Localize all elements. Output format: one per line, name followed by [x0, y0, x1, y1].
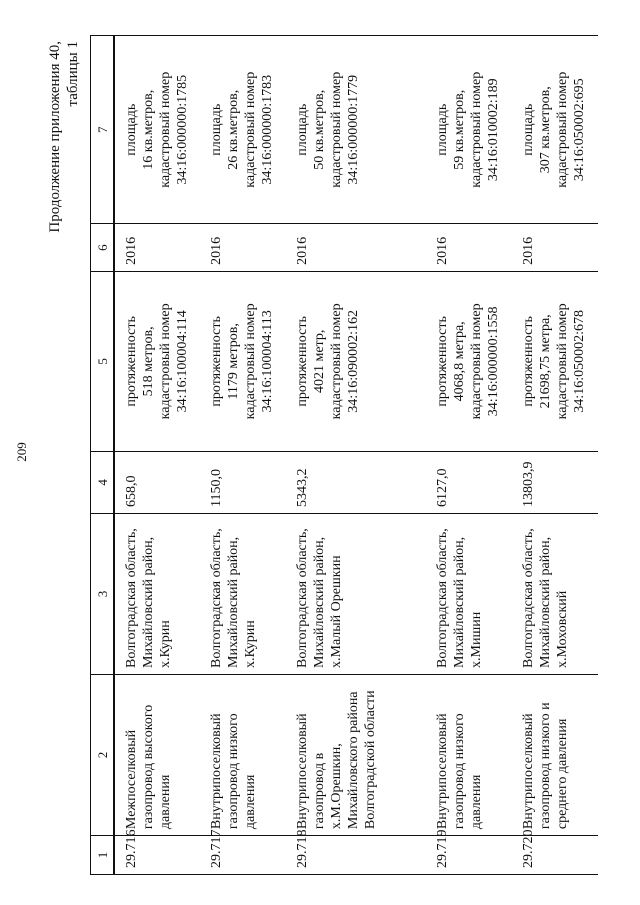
column-header-4: 4	[91, 451, 115, 513]
object-year: 2016	[200, 224, 286, 271]
object-area	[286, 36, 426, 224]
area-line: 50 кв.метров,	[312, 89, 327, 170]
area-line: 26 кв.метров,	[226, 89, 241, 170]
object-year: 2016	[286, 224, 426, 271]
object-name: Внутрипоселковый газопровод низкого и среднего давления	[512, 675, 598, 836]
object-area	[426, 36, 512, 224]
object-location: Волгоградская область, Михайловский район, х.Мишин	[426, 513, 512, 674]
object-name: Внутрипоселковый газопровод низкого давления	[426, 675, 512, 836]
table-row	[114, 36, 200, 875]
extent-line: 21698,75 метра,	[538, 314, 553, 409]
object-name: Внутрипоселковый газопровод низкого давления	[200, 675, 286, 836]
area-line: 16 кв.метров,	[141, 89, 156, 170]
object-year: 2016	[426, 224, 512, 271]
area-line: площадь	[209, 103, 224, 156]
area-line: площадь	[124, 103, 139, 156]
extent-line: кадастровый номер	[469, 303, 484, 420]
extent-line: 34:16:100004:114	[175, 310, 190, 413]
area-line: площадь	[435, 103, 450, 156]
area-line: 34:16:000000:1779	[346, 74, 361, 185]
extent-line: протяженность	[209, 316, 224, 407]
extent-line: 34:16:050002:678	[572, 310, 587, 413]
object-value: 1150,0	[200, 451, 286, 513]
page-number: 209	[14, 442, 29, 462]
appendix-header	[46, 41, 82, 233]
extent-line: кадастровый номер	[555, 303, 570, 420]
object-name: Внутрипоселковый газопровод в х.М.Орешкин, Михайловского района Волгоградской области	[286, 675, 426, 836]
object-area	[512, 36, 598, 224]
column-header-1: 1	[91, 836, 115, 875]
extent-line: кадастровый номер	[158, 303, 173, 420]
object-extent	[114, 271, 200, 451]
column-header-3: 3	[91, 513, 115, 674]
object-area	[114, 36, 200, 224]
table-row	[200, 36, 286, 875]
area-line: кадастровый номер	[158, 71, 173, 188]
table-row	[426, 36, 512, 875]
table-row	[512, 36, 598, 875]
header-line-2: таблицы 1	[65, 41, 81, 107]
extent-line: 518 метров,	[141, 326, 156, 397]
row-id: 29.719	[426, 836, 512, 875]
object-value: 658,0	[114, 451, 200, 513]
object-location: Волгоградская область, Михайловский район, х.Малый Орешкин	[286, 513, 426, 674]
object-location: Волгоградская область, Михайловский район, х.Моховский	[512, 513, 598, 674]
row-id: 29.717	[200, 836, 286, 875]
object-value: 6127,0	[426, 451, 512, 513]
extent-line: протяженность	[295, 316, 310, 407]
data-table	[90, 35, 598, 875]
area-line: площадь	[521, 103, 536, 156]
area-line: кадастровый номер	[555, 71, 570, 188]
object-value: 13803,9	[512, 451, 598, 513]
object-area	[200, 36, 286, 224]
extent-line: 1179 метров,	[226, 323, 241, 400]
column-header-7: 7	[91, 36, 115, 224]
area-line: кадастровый номер	[469, 71, 484, 188]
object-value: 5343,2	[286, 451, 426, 513]
area-line: 307 кв.метров,	[538, 86, 553, 174]
extent-line: протяженность	[521, 316, 536, 407]
column-header-2: 2	[91, 675, 115, 836]
extent-line: протяженность	[435, 316, 450, 407]
object-year: 2016	[114, 224, 200, 271]
landscape-page	[40, 35, 600, 875]
column-header-5: 5	[91, 271, 115, 451]
object-extent	[200, 271, 286, 451]
object-extent	[286, 271, 426, 451]
extent-line: 34:16:090002:162	[346, 310, 361, 413]
row-id: 29.720	[512, 836, 598, 875]
area-line: 34:16:050002:695	[572, 78, 587, 182]
object-location: Волгоградская область, Михайловский район, х.Курин	[200, 513, 286, 674]
extent-line: 34:16:100004:113	[260, 310, 275, 413]
row-id: 29.716	[114, 836, 200, 875]
extent-line: протяженность	[124, 316, 139, 407]
object-extent	[512, 271, 598, 451]
area-line: площадь	[295, 103, 310, 156]
area-line: кадастровый номер	[243, 71, 258, 188]
area-line: 34:16:000000:1785	[175, 74, 190, 185]
object-location: Волгоградская область, Михайловский район, х.Курин	[114, 513, 200, 674]
extent-line: 4068,8 метра,	[452, 321, 467, 402]
area-line: 34:16:000000:1783	[260, 74, 275, 185]
object-year: 2016	[512, 224, 598, 271]
table-header-row	[91, 36, 115, 875]
table-row	[286, 36, 426, 875]
area-line: кадастровый номер	[329, 71, 344, 188]
object-extent	[426, 271, 512, 451]
extent-line: 4021 метр,	[312, 329, 327, 394]
column-header-6: 6	[91, 224, 115, 271]
header-line-1: Продолжение приложения 40,	[47, 41, 63, 233]
object-name: Межпоселковый газопровод высокого давления	[114, 675, 200, 836]
area-line: 59 кв.метров,	[452, 89, 467, 170]
extent-line: кадастровый номер	[329, 303, 344, 420]
extent-line: кадастровый номер	[243, 303, 258, 420]
area-line: 34:16:010002:189	[486, 78, 501, 182]
row-id: 29.718	[286, 836, 426, 875]
extent-line: 34:16:000000:1558	[486, 306, 501, 417]
